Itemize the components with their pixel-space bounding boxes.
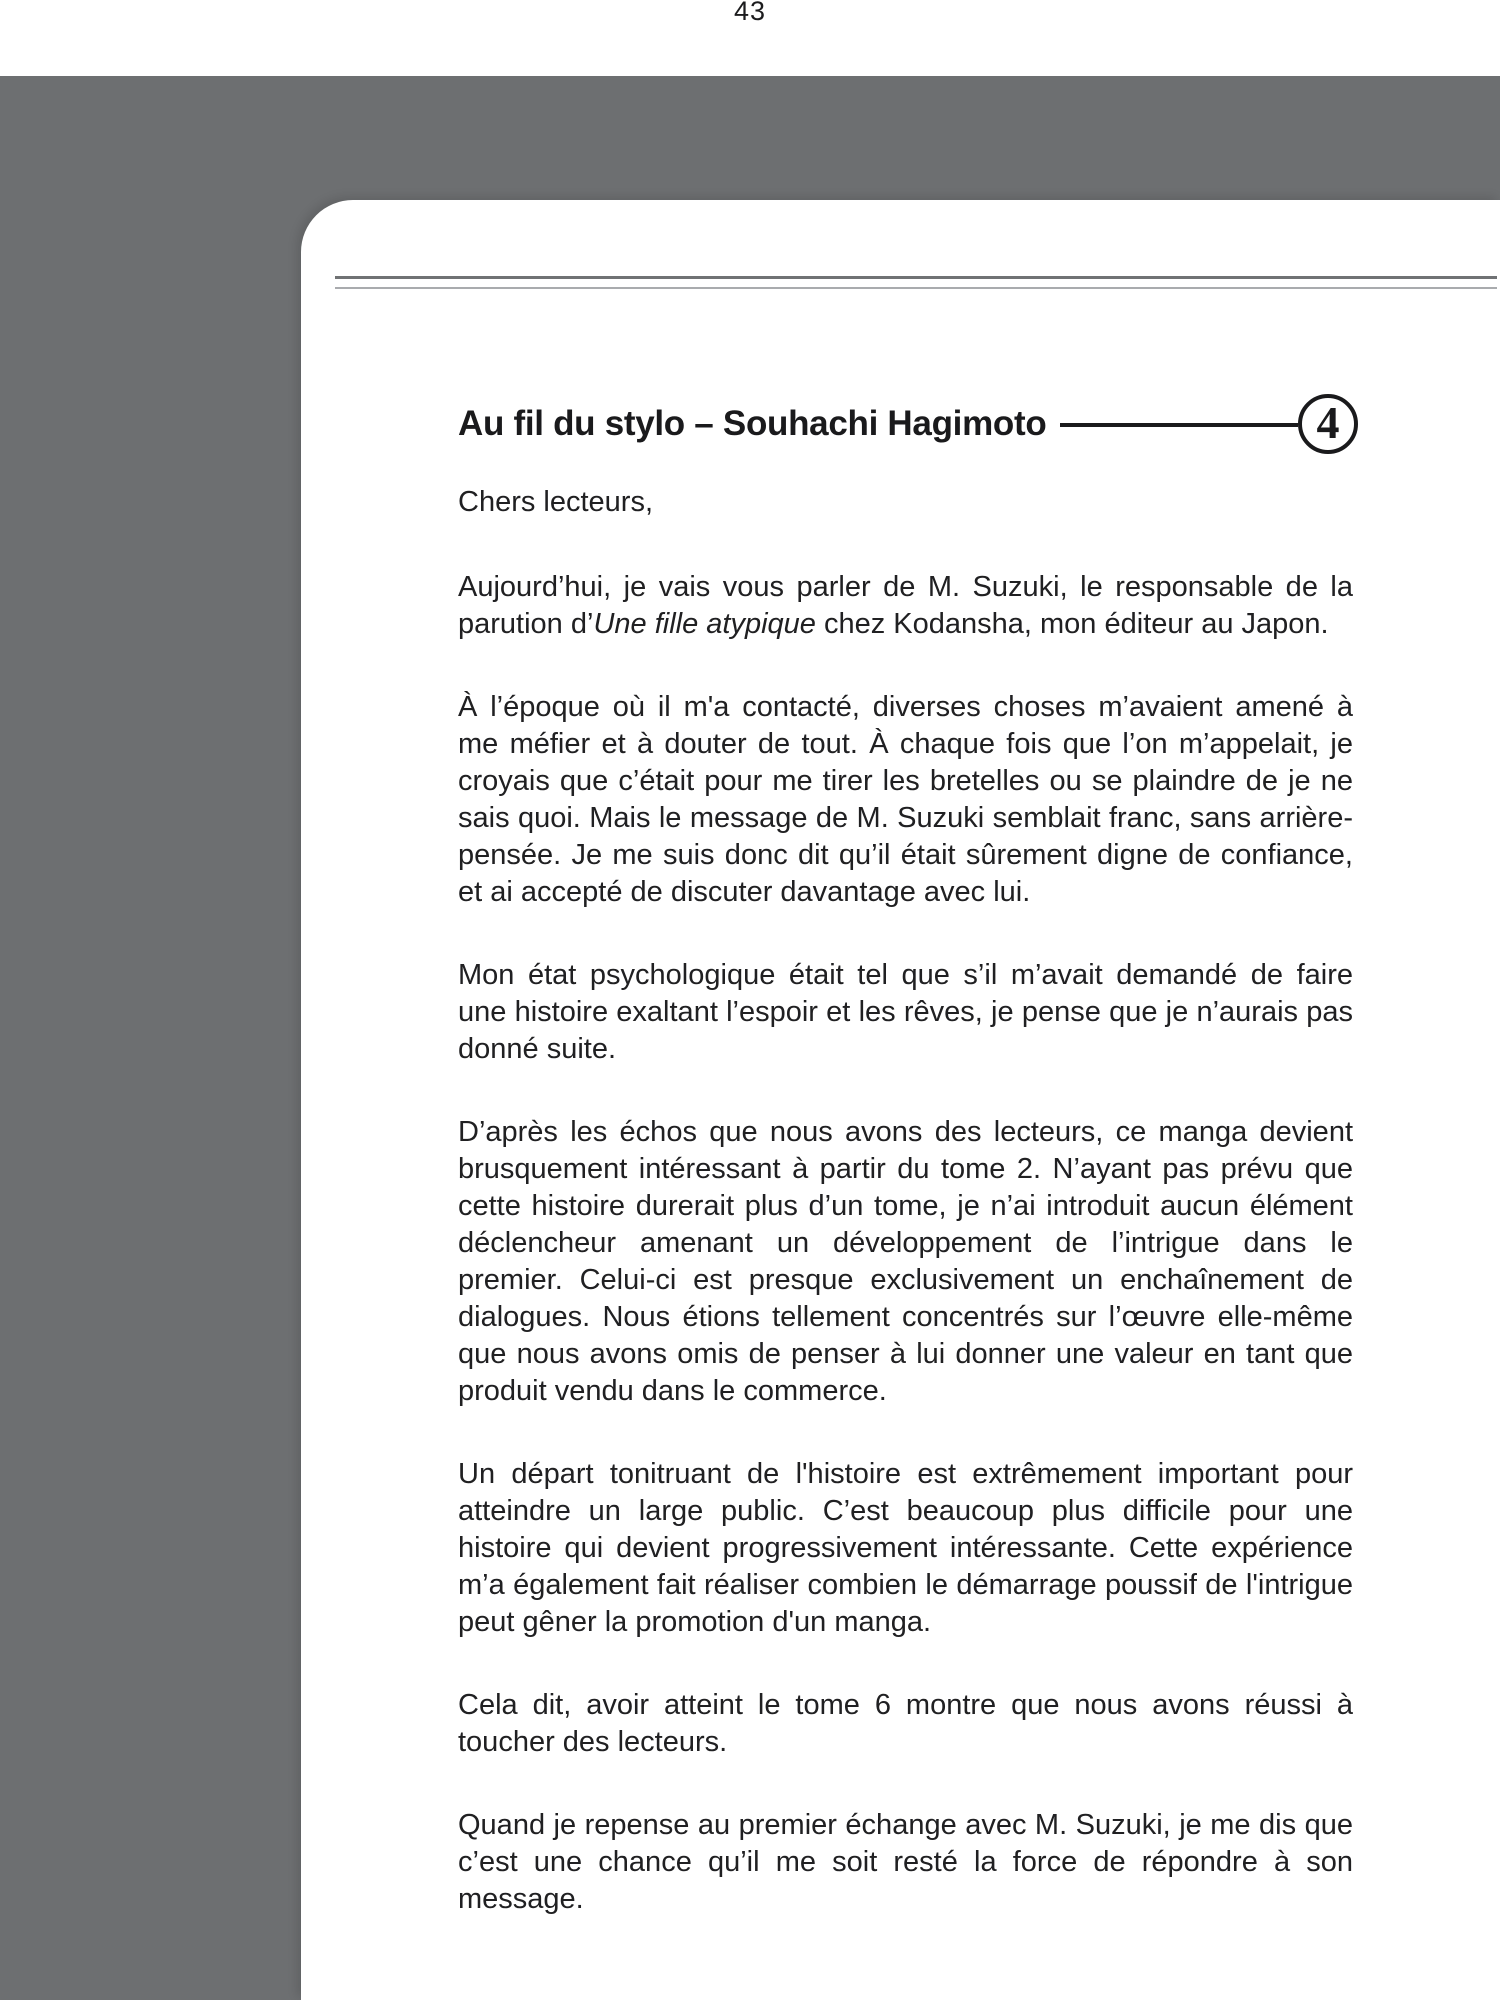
page-number: 43 — [733, 0, 767, 26]
paragraph: Un départ tonitruant de l'histoire est extrêmement important pour atteindre un large public. C’est beaucoup plus difficile pour une histoire qui devient progressivement intéressante. Cette expérience m’a également fait réaliser combien le démarrage poussif de l'intrigue peut gêner la promotion d'un manga. — [458, 1458, 1353, 1638]
book-page — [301, 200, 1500, 2000]
paragraph-intro-text: Aujourd’hui, je vais vous parler de M. Suzuki, le responsable de la parution d’ — [458, 571, 1353, 640]
book-title-italic: Une fille atypique — [593, 608, 816, 640]
header-rule — [335, 276, 1497, 289]
paragraph-intro-text-end: chez Kodansha, mon éditeur au Japon. — [815, 608, 1329, 640]
paragraph: Mon état psychologique était tel que s’il m’avait demandé de faire une histoire exaltant l’espoir et les rêves, je pense que je n’aurais pas donné suite. — [458, 959, 1353, 1065]
title-connector-line — [1060, 423, 1298, 427]
article-body — [458, 484, 1353, 1964]
paragraph: Cela dit, avoir atteint le tome 6 montre que nous avons réussi à toucher des lecteurs. — [458, 1689, 1353, 1758]
salutation: Chers lecteurs, — [458, 486, 654, 518]
issue-number-badge — [1298, 394, 1358, 454]
paragraph: À l’époque où il m'a contacté, diverses choses m’avaient amené à me méfier et à douter de tout. À chaque fois que l’on m’appelait, je croyais que c’était pour me tirer les bretelles ou se plaindre de je ne sais quoi. Mais le message de M. Suzuki semblait franc, sans arrière-pensée. Je me suis donc dit qu’il était sûrement digne de confiance, et ai accepté de discuter davantage avec lui. — [458, 691, 1353, 908]
paragraph: D’après les échos que nous avons des lecteurs, ce manga devient brusquement intéressant à partir du tome 2. N’ayant pas prévu que cette histoire durerait plus d’un tome, je n’ai introduit aucun élément déclencheur amenant un développement de l’intrigue dans le premier. Celui-ci est presque exclusivement un enchaînement de dialogues. Nous étions tellement concentrés sur l’œuvre elle-même que nous avons omis de penser à lui donner une valeur en tant que produit vendu dans le commerce. — [458, 1116, 1353, 1407]
article-title: Au fil du stylo – Souhachi Hagimoto — [458, 404, 1047, 443]
paragraph-intro — [458, 569, 1353, 643]
header-rule-dark-line — [335, 276, 1497, 279]
header-rule-light-line — [335, 287, 1497, 289]
paragraph: Quand je repense au premier échange avec M. Suzuki, je me dis que c’est une chance qu’il me soit resté la force de répondre à son message. — [458, 1809, 1353, 1915]
issue-number: 4 — [1316, 397, 1340, 448]
article-header — [458, 394, 1358, 454]
